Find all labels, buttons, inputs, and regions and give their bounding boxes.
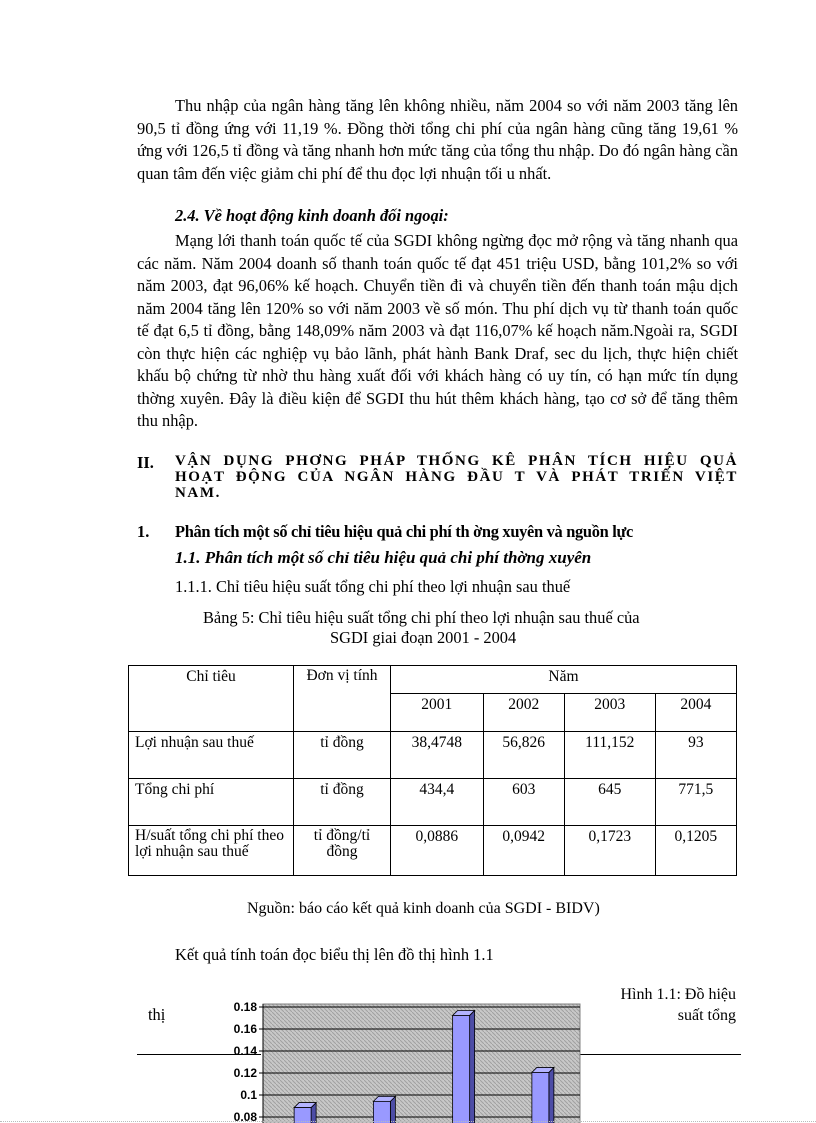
chart-bar-side xyxy=(549,1067,554,1123)
table-cell: 0,0886 xyxy=(391,826,484,876)
table-cell: 0,0942 xyxy=(483,826,564,876)
table-cell: 771,5 xyxy=(655,779,736,826)
section-number-ii: II. xyxy=(137,453,154,472)
table-caption-line1: Bảng 5: Chỉ tiêu hiệu suất tổng chi phí theo lợi nhuận sau thuế của xyxy=(203,608,640,627)
heading-1-1-1: 1.1.1. Chỉ tiêu hiệu suất tổng chi phí theo lợi nhuận sau thuế xyxy=(175,577,571,596)
table-cell: 0,1723 xyxy=(564,826,655,876)
table-cell: 38,4748 xyxy=(391,732,484,779)
chart-bar-2002 xyxy=(373,1101,390,1123)
table-source: Nguồn: báo cáo kết quả kinh doanh của SGDI - BIDV) xyxy=(247,900,600,917)
chart-y-tick-label: 0.08 xyxy=(233,1110,257,1123)
table-cell: 434,4 xyxy=(391,779,484,826)
section-title-ii: VẬN DỤNG PHƠNG PHÁP THỐNG KÊ PHÂN TÍCH HIỆU QUẢ HOẠT ĐỘNG CỦA NGÂN HÀNG ĐẦU T VÀ PHÁT TRIỂN VIỆT NAM. xyxy=(175,453,738,501)
table-row-unit: tỉ đồng/tỉ đồng xyxy=(294,826,391,876)
table-row-label: H/suất tổng chi phí theo lợi nhuận sau thuế xyxy=(129,826,294,876)
page-bottom-dotted-line xyxy=(0,1121,816,1122)
table-cell: 93 xyxy=(655,732,736,779)
paragraph-income: Thu nhập của ngân hàng tăng lên không nhiều, năm 2004 so với năm 2003 tăng lên 90,5 tỉ đồng ứng với 11,19 %. Đồng thời tổng chi phí của ngân hàng cũng tăng 19,61 % ứng với 126,5 tỉ đồng và tăng nhanh hơn mức tăng của tổng thu nhập. Do đó ngân hàng cần quan tâm đến việc giảm chi phí để thu đọc lợi nhuận tối u nhất. xyxy=(137,96,738,183)
chart-bar-side xyxy=(470,1010,475,1123)
chart-y-tick-label: 0.12 xyxy=(233,1066,257,1080)
section-number-1: 1. xyxy=(137,522,150,541)
table-year-cell: 2002 xyxy=(483,694,564,732)
chart-bar-2003 xyxy=(453,1015,470,1123)
table-row-label: Lợi nhuận sau thuế xyxy=(129,732,294,779)
chart-y-tick-label: 0.14 xyxy=(233,1044,257,1058)
heading-1-1: 1.1. Phân tích một số chỉ tiêu hiệu quả chi phí thờng xuyên xyxy=(175,548,592,567)
chart-bar-2004 xyxy=(532,1072,549,1123)
table-cell: 0,1205 xyxy=(655,826,736,876)
table-cell: 645 xyxy=(564,779,655,826)
result-text: Kết quả tính toán đọc biểu thị lên đồ thị hình 1.1 xyxy=(175,945,494,964)
table-year-cell: 2003 xyxy=(564,694,655,732)
table-year-cell: 2004 xyxy=(655,694,736,732)
table-row-unit: tỉ đồng xyxy=(294,732,391,779)
table-head-unit: Đơn vị tính xyxy=(294,666,391,732)
table-row-label: Tổng chi phí xyxy=(129,779,294,826)
chart-y-tick-label: 0.18 xyxy=(233,1000,257,1014)
section-title-1: Phân tích một số chỉ tiêu hiệu quả chi phí th ờng xuyên và nguồn lực xyxy=(175,522,634,541)
chart-y-tick-label: 0.16 xyxy=(233,1022,257,1036)
table-caption-line2: SGDI giai đoạn 2001 - 2004 xyxy=(330,628,517,647)
table-cell: 56,826 xyxy=(483,732,564,779)
heading-2-4: 2.4. Về hoạt động kinh doanh đối ngoại: xyxy=(175,206,449,225)
table-head-year: Năm xyxy=(391,666,737,694)
table-cell: 111,152 xyxy=(564,732,655,779)
figure-left-word: thị xyxy=(148,1005,166,1024)
chart-y-tick-label: 0.1 xyxy=(240,1088,257,1102)
figure-caption: Hình 1.1: Đồ hiệu suất tổng xyxy=(620,986,736,1024)
table-year-cell: 2001 xyxy=(391,694,484,732)
table-cell: 603 xyxy=(483,779,564,826)
table-head-indicator: Chỉ tiêu xyxy=(129,666,294,732)
table-row-unit: tỉ đồng xyxy=(294,779,391,826)
paragraph-foreign-business: Mạng lới thanh toán quốc tế của SGDI không ngừng đọc mở rộng và tăng nhanh qua các năm. Năm 2004 doanh số thanh toán quốc tế đạt 451 triệu USD, bằng 101,2% so với năm 2003, đạt 96,06% kế hoạch. Chuyển tiền đi và chuyển tiền đến thanh toán mậu dịch năm 2004 tăng lên 120% so với năm 2003 về số món. Thu phí dịch vụ từ thanh toán quốc tế đạt 6,5 tỉ đồng, bằng 148,09% năm 2003 và đạt 116,07% kế hoạch năm.Ngoài ra, SGDI còn thực hiện các nghiệp vụ bảo lãnh, phát hành Bank Draf, sec du lịch, thực hiện chiết khấu bộ chứng từ nhờ thu hàng xuất đối với khách hàng có uy tín, có hạn mức tín dụng thờng xuyên. Đây là điều kiện để SGDI thu hút thêm khách hàng, tạo cơ sở để tăng thêm thu nhập. xyxy=(137,231,738,430)
